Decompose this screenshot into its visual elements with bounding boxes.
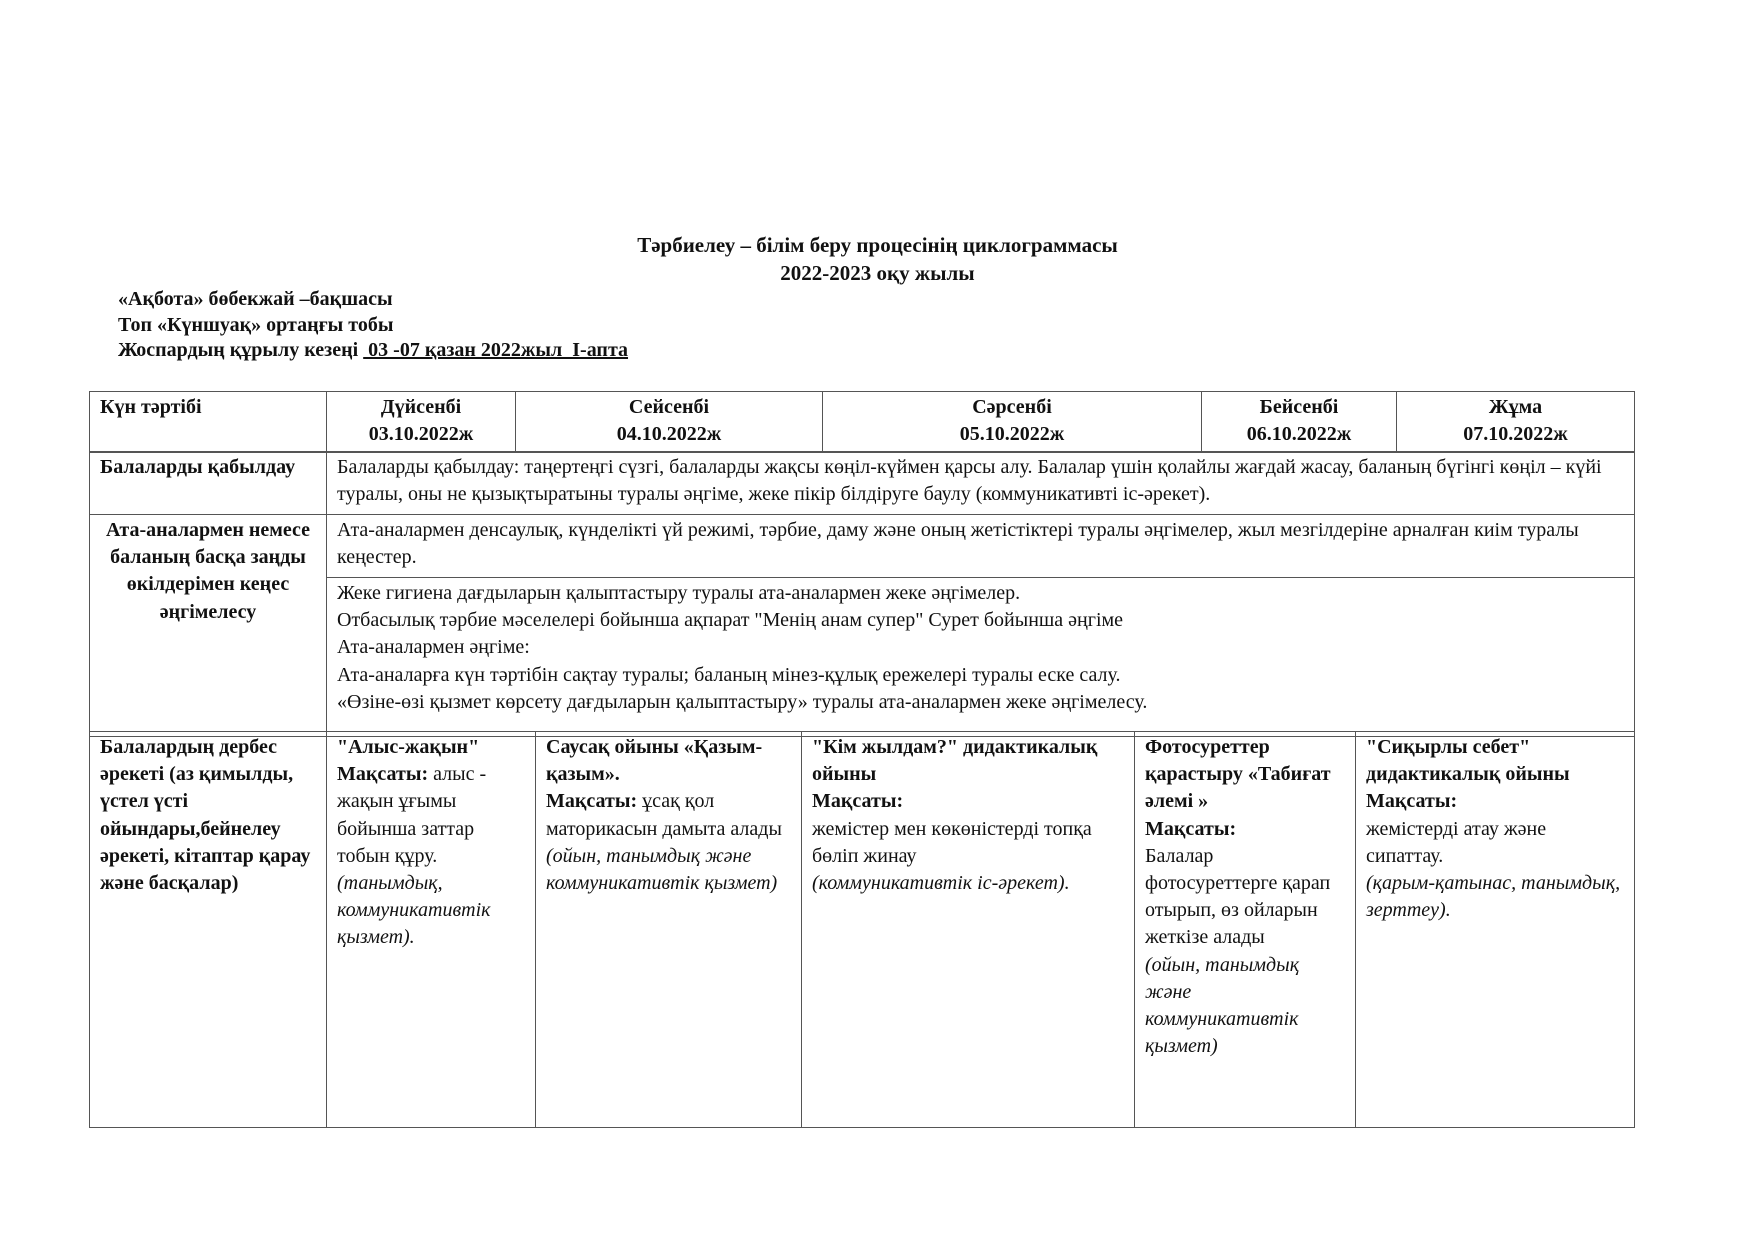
plan-period-value: 03 -07 қазан 2022жыл І-апта: [363, 339, 629, 361]
parents-line: Ата-аналарға күн тәртібін сақтау туралы; баланың мінез-құлық ережелері туралы еске салу.: [337, 663, 1121, 686]
activity-note: (қарым-қатынас, танымдық, зерттеу).: [1366, 871, 1621, 922]
header-friday: [1397, 392, 1635, 453]
goal-text: жемістер мен көкөністерді топқа бөліп жинау: [812, 817, 1092, 867]
parents-text-1: Ата-аналармен денсаулық, күнделікті үй режимі, тәрбие, даму және оның жетістіктері туралы әңгімелер, жыл мезгілдеріне арналған киім туралы кеңестер.: [327, 515, 1635, 578]
activity-label: Балалардың дербес әрекеті (аз қимылды, үстел үсті ойындары,бейнелеу әрекеті, кітаптар қарау және басқалар): [90, 732, 327, 1128]
group-name: Топ «Күншуақ» ортаңғы тобы: [118, 313, 394, 336]
kindergarten-name: «Ақбота» бөбекжай –бақшасы: [118, 288, 393, 310]
activity-thursday: [1135, 732, 1356, 1128]
activity-title: "Кім жылдам?" дидактикалық ойыны: [812, 736, 1098, 786]
reception-text: Балаларды қабылдау: таңертеңгі сүзгі, балаларды жақсы көңіл-күймен қарсы алу. Балалар үшін қолайлы жағдай жасау, баланың бүгінгі көңіл – күйі туралы, оны не қызықтыратыны туралы әңгіме, жеке пікір білдіруге баулу (коммуникативті іс-әрекет).: [327, 452, 1635, 515]
activity-row: [90, 732, 1635, 1128]
header-thursday: [1202, 392, 1397, 453]
day-date: 06.10.2022ж: [1246, 423, 1352, 446]
plan-period: [118, 338, 628, 364]
document-title: [0, 231, 1755, 287]
activity-monday: [327, 732, 536, 1128]
activity-friday: [1356, 732, 1635, 1128]
day-date: 07.10.2022ж: [1463, 423, 1568, 446]
header-tuesday: [516, 392, 823, 453]
activity-note: (коммуникативтік іс-әрекет).: [812, 871, 1070, 894]
parents-line: Ата-аналармен әңгіме:: [337, 636, 530, 659]
goal-text: ұсақ қол маторикасын дамыта алады: [546, 790, 782, 840]
day-name: Сәрсенбі: [972, 396, 1052, 418]
day-date: 03.10.2022ж: [368, 423, 474, 446]
parents-line: «Өзіне-өзі қызмет көрсету дағдыларын қалыптастыру» туралы ата-аналармен жеке әңгімелесу.: [337, 690, 1148, 713]
parents-line: Отбасылық тәрбие мәселелері бойынша ақпарат "Менің анам супер" Сурет бойынша әңгіме: [337, 609, 1124, 632]
goal-label: Мақсаты:: [1366, 790, 1458, 813]
activity-tuesday: [536, 732, 802, 1128]
day-name: Дүйсенбі: [380, 396, 462, 418]
day-name: Бейсенбі: [1259, 396, 1339, 418]
title-line-2: 2022-2023 оқу жылы: [780, 261, 975, 285]
goal-text: Балалар фотосуреттерге қарап отырып, өз ойларын жеткізе алады: [1145, 844, 1331, 949]
reception-label: Балаларды қабылдау: [90, 452, 327, 515]
day-name: Жұма: [1488, 396, 1543, 418]
day-date: 05.10.2022ж: [959, 423, 1065, 446]
plan-period-label: Жоспардың құрылу кезеңі: [118, 339, 364, 361]
goal-text: жемістерді атау және сипаттау.: [1366, 817, 1547, 867]
header-monday: [327, 392, 516, 453]
day-name: Сейсенбі: [628, 396, 710, 418]
activity-wednesday: [802, 732, 1135, 1128]
title-line-1: Тәрбиелеу – білім беру процесінің циклограммасы: [637, 233, 1118, 257]
activity-title: "Алыс-жақын": [337, 736, 480, 758]
document-meta: [118, 287, 628, 364]
parents-row-1: [90, 515, 1635, 578]
reception-row: [90, 452, 1635, 515]
goal-label: Мақсаты:: [812, 790, 904, 813]
activity-title: "Сиқырлы себет" дидактикалық ойыны: [1366, 736, 1570, 786]
activity-title: Фотосуреттер қарастыру «Табиғат әлемі »: [1145, 736, 1331, 813]
parents-line: Жеке гигиена дағдыларын қалыптастыру туралы ата-аналармен жеке әңгімелер.: [337, 582, 1021, 604]
goal-label: Мақсаты:: [337, 763, 429, 786]
activity-goal: [337, 763, 486, 867]
schedule-general-table: [89, 451, 1635, 737]
activity-note: (ойын, танымдық және коммуникативтік қызмет): [1145, 953, 1300, 1058]
header-row: [90, 392, 1635, 453]
activity-note: (танымдық, коммуникативтік қызмет).: [337, 871, 491, 949]
goal-label: Мақсаты:: [1145, 817, 1237, 840]
header-wednesday: [823, 392, 1202, 453]
header-regime: Күн тәртібі: [90, 392, 327, 453]
goal-label: Мақсаты:: [546, 790, 638, 813]
schedule-header-table: [89, 391, 1635, 453]
activity-note: (ойын, танымдық және коммуникативтік қызмет): [546, 844, 778, 894]
day-date: 04.10.2022ж: [616, 423, 722, 446]
parents-text-2: [327, 578, 1635, 737]
schedule-activity-table: [89, 731, 1635, 1128]
goal-text: алыс - жақын ұғымы бойынша заттар тобын құру.: [337, 763, 487, 867]
parents-label: Ата-аналармен немесе баланың басқа заңды өкілдерімен кеңес әңгімелесу: [90, 515, 327, 737]
activity-title: Саусақ ойыны «Қазым-қазым».: [546, 736, 763, 786]
